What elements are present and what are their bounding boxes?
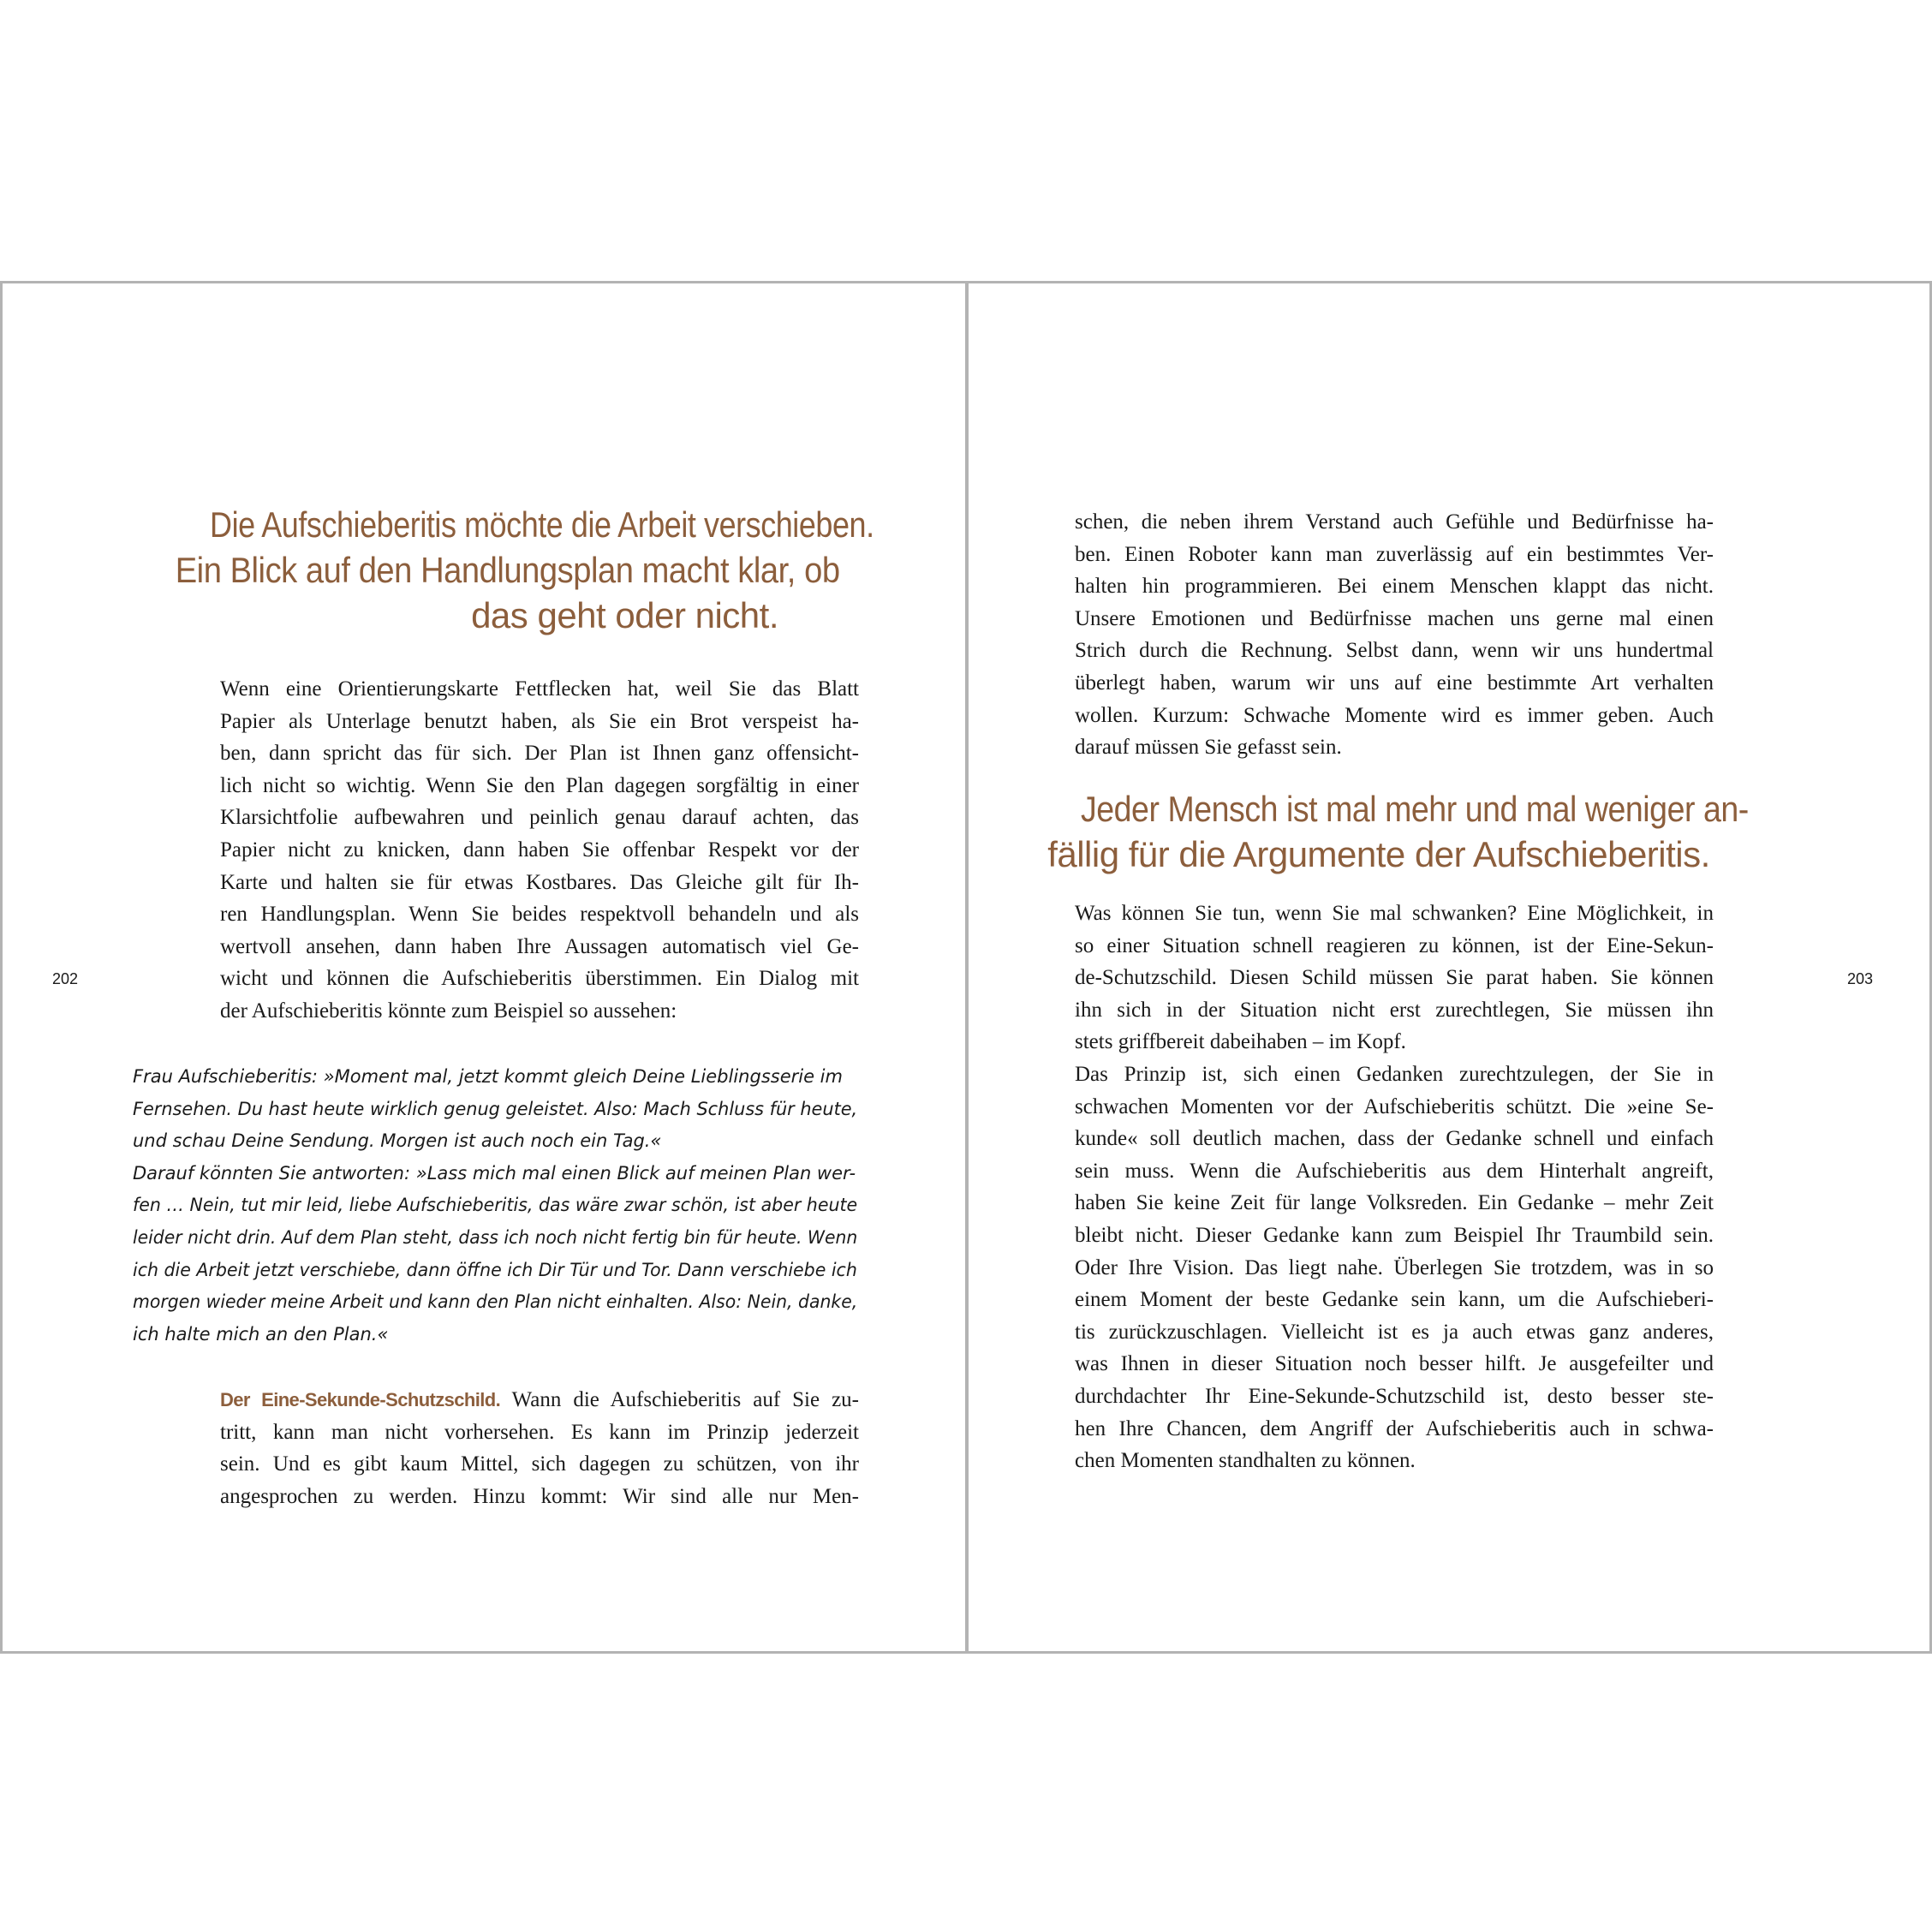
headline-line: Ein Blick auf den Handlungsplan macht klar, ob: [175, 550, 840, 590]
text-line: Was können Sie tun, wenn Sie mal schwanken? Eine Möglichkeit, in: [1075, 902, 1714, 925]
text-line: darauf müssen Sie gefasst sein.: [1075, 736, 1342, 760]
left-page: [0, 281, 968, 1654]
text-line: ren Handlungsplan. Wenn Sie beides respektvoll behandeln und als: [220, 903, 859, 927]
dialog-line: leider nicht drin. Auf dem Plan steht, dass ich noch nicht fertig bin für heute. Wenn: [133, 1226, 858, 1248]
text-line: angesprochen zu werden. Hinzu kommt: Wir sind alle nur Men-: [220, 1484, 859, 1508]
text-line: was Ihnen in dieser Situation noch besser hilft. Je ausgefeilter und: [1075, 1352, 1714, 1376]
right-paragraph-2: [1075, 897, 1714, 1477]
text-line: überlegt haben, warum wir uns auf eine bestimmte Art verhalten: [1075, 671, 1714, 695]
text-line: hen Ihre Chancen, dem Angriff der Aufschieberitis auch in schwa-: [1075, 1416, 1714, 1440]
text-line: Das Prinzip ist, sich einen Gedanken zurechtzulegen, der Sie in: [1075, 1062, 1714, 1086]
text-line: sein muss. Wenn die Aufschieberitis aus dem Hinterhalt angreift,: [1075, 1159, 1714, 1183]
headline-line: Die Aufschieberitis möchte die Arbeit verschieben.: [210, 504, 874, 545]
text-line: wertvoll ansehen, dann haben Ihre Aussagen automatisch viel Ge-: [220, 934, 859, 958]
text-line: durchdachter Ihr Eine-Sekunde-Schutzschild ist, desto besser ste-: [1075, 1384, 1714, 1408]
text-line: Wenn eine Orientierungskarte Fettflecken hat, weil Sie das Blatt: [220, 677, 859, 701]
text-line: schen, die neben ihrem Verstand auch Gefühle und Bedürfnisse ha-: [1075, 510, 1714, 534]
text-line: sein. Und es gibt kaum Mittel, sich dagegen zu schützen, von ihr: [220, 1452, 859, 1476]
run-in-heading: Der Eine-Sekunde-Schutzschild.: [220, 1389, 501, 1410]
text-line: Klarsichtfolie aufbewahren und peinlich genau darauf achten, das: [220, 806, 859, 830]
right-paragraph-1: [1075, 506, 1714, 764]
text-line: tritt, kann man nicht vorhersehen. Es kann im Prinzip jederzeit: [220, 1420, 859, 1444]
dialog-line: morgen wieder meine Arbeit und kann den Plan nicht einhalten. Also: Nein, danke,: [133, 1291, 858, 1313]
headline-line: das geht oder nicht.: [471, 595, 778, 635]
left-paragraph-2: [220, 1384, 859, 1512]
text-line: Strich durch die Rechnung. Selbst dann, wenn wir uns hundertmal: [1075, 639, 1714, 663]
dialog-line: ich halte mich an den Plan.«: [133, 1323, 389, 1345]
dialog-line: ich die Arbeit jetzt verschiebe, dann öffne ich Dir Tür und Tor. Dann verschiebe ich: [133, 1259, 857, 1280]
text-line: der Aufschieberitis könnte zum Beispiel so aussehen:: [220, 999, 677, 1023]
dialog-block: [133, 1061, 857, 1351]
dialog-line: Darauf könnten Sie antworten: »Lass mich mal einen Blick auf meinen Plan wer-: [133, 1162, 856, 1184]
dialog-line: und schau Deine Sendung. Morgen ist auch noch ein Tag.«: [133, 1130, 662, 1152]
dialog-line: Fernsehen. Du hast heute wirklich genug geleistet. Also: Mach Schluss für heute,: [133, 1098, 858, 1119]
left-paragraph-1: [220, 673, 859, 1028]
text-line: kunde« soll deutlich machen, dass der Gedanke schnell und einfach: [1075, 1127, 1714, 1151]
dialog-line: Frau Aufschieberitis: »Moment mal, jetzt kommt gleich Deine Lieblingsserie im: [133, 1066, 843, 1087]
page-number-right: 203: [1846, 970, 1873, 987]
text-line: Unsere Emotionen und Bedürfnisse machen uns gerne mal einen: [1075, 606, 1714, 630]
text-line: wicht und können die Aufschieberitis überstimmen. Ein Dialog mit: [220, 967, 859, 991]
text-line: so einer Situation schnell reagieren zu können, ist der Eine-Sekun-: [1075, 933, 1714, 957]
dialog-line: fen … Nein, tut mir leid, liebe Aufschieberitis, das wäre zwar schön, ist aber heute: [133, 1195, 858, 1216]
text-line: Papier als Unterlage benutzt haben, als Sie ein Brot verspeist ha-: [220, 709, 859, 733]
text-line: wollen. Kurzum: Schwache Momente wird es immer geben. Auch: [1075, 703, 1714, 727]
headline-line: Jeder Mensch ist mal mehr und mal weniger an-: [1080, 789, 1749, 829]
right-headline: [1045, 786, 1749, 877]
text-line: ben. Einen Roboter kann man zuverlässig auf ein bestimmtes Ver-: [1075, 542, 1714, 566]
text-line: haben Sie keine Zeit für lange Volksreden. Ein Gedanke – mehr Zeit: [1075, 1191, 1714, 1215]
text-line: Karte und halten sie für etwas Kostbares. Das Gleiche gilt für Ih-: [220, 870, 859, 894]
text-line: [220, 1384, 859, 1416]
text-line: Papier nicht zu knicken, dann haben Sie offenbar Respekt vor der: [220, 838, 859, 862]
text-run: Wann die Aufschieberitis auf Sie zu-: [500, 1388, 859, 1411]
text-line: ihn sich in der Situation nicht erst zurechtlegen, Sie müssen ihn: [1075, 998, 1714, 1022]
text-line: einem Moment der beste Gedanke sein kann, um die Aufschieberi-: [1075, 1288, 1714, 1312]
headline-line: fällig für die Argumente der Aufschieberitis.: [1047, 834, 1710, 874]
text-line: chen Momenten standhalten zu können.: [1075, 1449, 1416, 1473]
text-line: ben, dann spricht das für sich. Der Plan ist Ihnen ganz offensicht-: [220, 742, 859, 766]
page-number-left: 202: [52, 970, 79, 987]
book-spread: [0, 281, 1932, 1652]
text-line: halten hin programmieren. Bei einem Menschen klappt das nicht.: [1075, 575, 1714, 599]
text-line: tis zurückzuschlagen. Vielleicht ist es ja auch etwas ganz anderes,: [1075, 1320, 1714, 1344]
text-line: de-Schutzschild. Diesen Schild müssen Sie parat haben. Sie können: [1075, 966, 1714, 990]
left-headline: [114, 502, 874, 638]
text-line: Oder Ihre Vision. Das liegt nahe. Überlegen Sie trotzdem, was in so: [1075, 1255, 1714, 1279]
text-line: bleibt nicht. Dieser Gedanke kann zum Beispiel Ihr Traumbild sein.: [1075, 1223, 1714, 1247]
text-line: lich nicht so wichtig. Wenn Sie den Plan dagegen sorgfältig in einer: [220, 773, 859, 797]
text-line: stets griffbereit dabeihaben – im Kopf.: [1075, 1030, 1406, 1054]
text-line: schwachen Momenten vor der Aufschieberitis schützt. Die »eine Se-: [1075, 1094, 1714, 1118]
